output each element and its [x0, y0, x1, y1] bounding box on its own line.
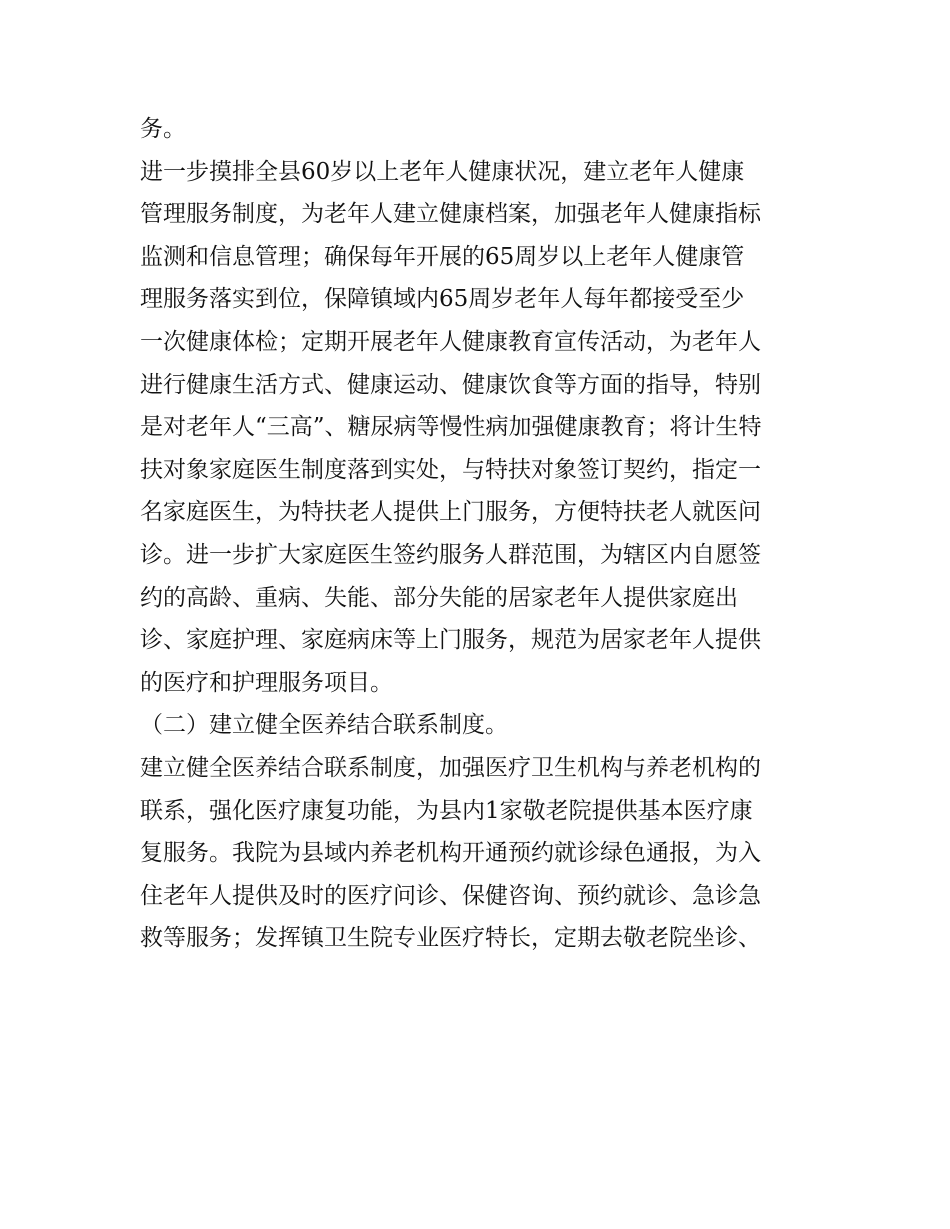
text-line: 进行健康生活方式、健康运动、健康饮食等方面的指导，特别: [140, 371, 761, 398]
text-line: 进一步摸排全县60岁以上老年人健康状况，建立老年人健康: [140, 158, 745, 185]
text-line: 约的高龄、重病、失能、部分失能的居家老年人提供家庭出: [140, 584, 738, 611]
section-heading: （二）建立健全医养结合联系制度。: [140, 712, 508, 739]
text-line: 住老年人提供及时的医疗问诊、保健咨询、预约就诊、急诊急: [140, 882, 761, 909]
text-line: 务。: [140, 116, 186, 142]
text-line: 理服务落实到位，保障镇域内65周岁老年人每年都接受至少: [140, 286, 745, 313]
text-line: 管理服务制度，为老年人建立健康档案，加强老年人健康指标: [140, 201, 761, 228]
text-line: 扶对象家庭医生制度落到实处，与特扶对象签订契约，指定一: [140, 456, 761, 483]
text-line: 复服务。我院为县域内养老机构开通预约就诊绿色通报，为入: [140, 840, 761, 867]
text-line: 诊。进一步扩大家庭医生签约服务人群范围，为辖区内自愿签: [140, 541, 761, 568]
text-line: 一次健康体检；定期开展老年人健康教育宣传活动，为老年人: [140, 328, 761, 355]
text-line: 诊、家庭护理、家庭病床等上门服务，规范为居家老年人提供: [140, 627, 761, 654]
text-line: 是对老年人“三高”、糖尿病等慢性病加强健康教育；将计生特: [140, 414, 762, 441]
body-text: [140, 108, 820, 960]
text-line: 联系，强化医疗康复功能，为县内1家敬老院提供基本医疗康: [140, 797, 753, 824]
text-line: 监测和信息管理；确保每年开展的65周岁以上老年人健康管: [140, 243, 745, 270]
text-line: 的医疗和护理服务项目。: [140, 669, 393, 696]
text-line: 救等服务；发挥镇卫生院专业医疗特长，定期去敬老院坐诊、: [140, 925, 761, 952]
text-line: 建立健全医养结合联系制度，加强医疗卫生机构与养老机构的: [140, 754, 761, 781]
text-line: 名家庭医生，为特扶老人提供上门服务，方便特扶老人就医问: [140, 499, 761, 526]
